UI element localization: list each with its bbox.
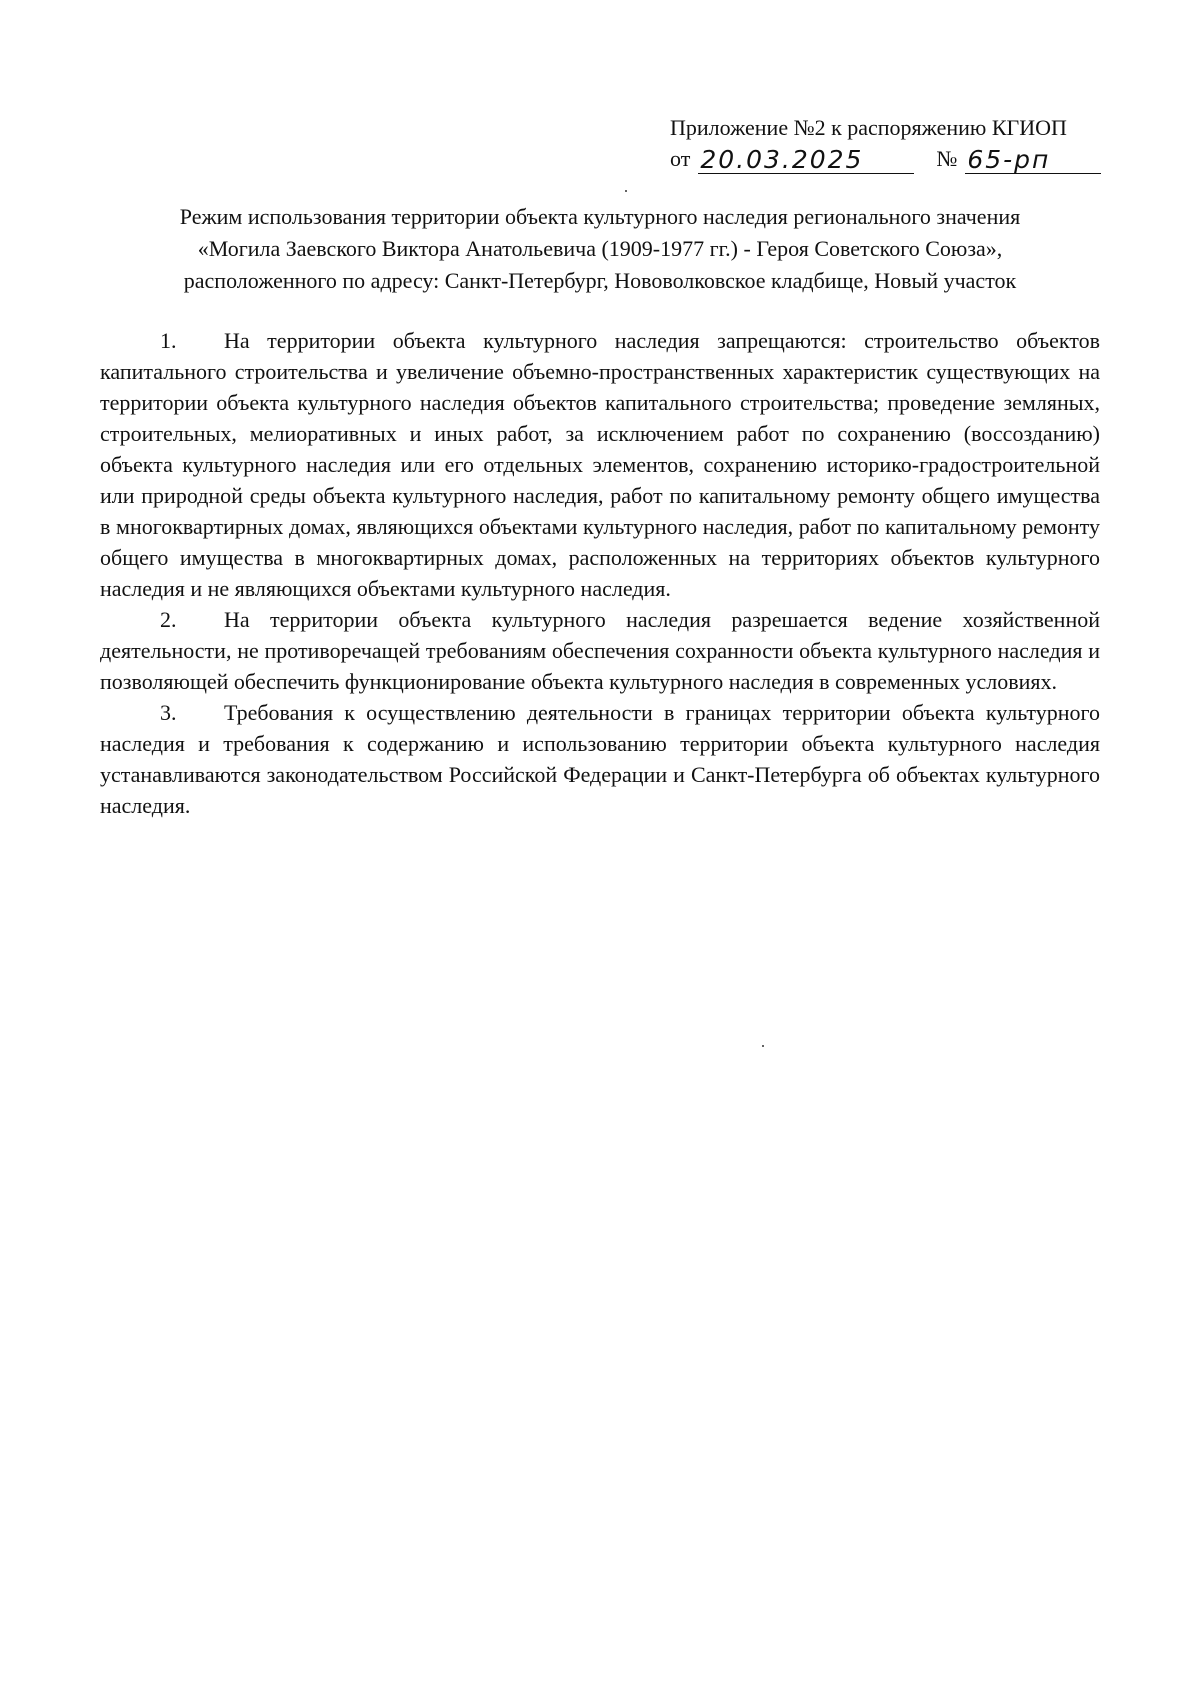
appendix-reference: Приложение №2 к распоряжению КГИОП <box>670 115 1067 140</box>
scan-speck <box>762 1045 764 1047</box>
scan-speck <box>625 190 627 192</box>
title-line-3: расположенного по адресу: Санкт-Петербург, Нововолковское кладбище, Новый участок <box>183 268 1017 293</box>
paragraph-text: Требования к осуществлению деятельности в границах территории объекта культурного наследия и требования к содержанию и использованию территории объекта культурного наследия устанавливаются законодательством Российской Федерации и Санкт-Петербурга об объектах культурного наследия. <box>100 700 1100 818</box>
paragraph-number: 1. <box>160 328 177 353</box>
number-label: № <box>936 146 958 171</box>
from-label: от <box>670 146 691 171</box>
appendix-date-number-line <box>670 143 1110 174</box>
paragraph-text: На территории объекта культурного наследия разрешается ведение хозяйственной деятельности, не противоречащей требованиям обеспечения сохранности объекта культурного наследия и позволяющей обеспечить функционирование объекта культурного наследия в современных условиях. <box>100 607 1100 694</box>
paragraph-text: На территории объекта культурного наследия запрещаются: строительство объектов капитального строительства и увеличение объемно-пространственных характеристик существующих на территории объекта культурного наследия объектов капитального строительства; проведение земляных, строительных, мелиоративных и иных работ, за исключением работ по сохранению (воссозданию) объекта культурного наследия или его отдельных элементов, сохранению историко-градостроительной или природной среды объекта культурного наследия, работ по капитальному ремонту общего имущества в многоквартирных домах, являющихся объектами культурного наследия, работ по капитальному ремонту общего имущества в многоквартирных домах, расположенных на территориях объектов культурного наследия и не являющихся объектами культурного наследия. <box>100 328 1100 601</box>
handwritten-date: 20.03.2025 <box>698 147 914 174</box>
handwritten-number: 65-рп <box>965 147 1101 174</box>
title-line-1: Режим использования территории объекта культурного наследия регионального значения <box>179 204 1021 229</box>
document-title <box>100 201 1100 297</box>
document-body <box>100 325 1100 821</box>
paragraph-number: 2. <box>160 607 177 632</box>
paragraph-1 <box>100 325 1100 604</box>
title-line-2: «Могила Заевского Виктора Анатольевича (1909-1977 гг.) - Героя Советского Союза», <box>197 236 1003 261</box>
appendix-header <box>670 112 1110 174</box>
paragraph-number: 3. <box>160 700 177 725</box>
paragraph-3 <box>100 697 1100 821</box>
paragraph-2 <box>100 604 1100 697</box>
